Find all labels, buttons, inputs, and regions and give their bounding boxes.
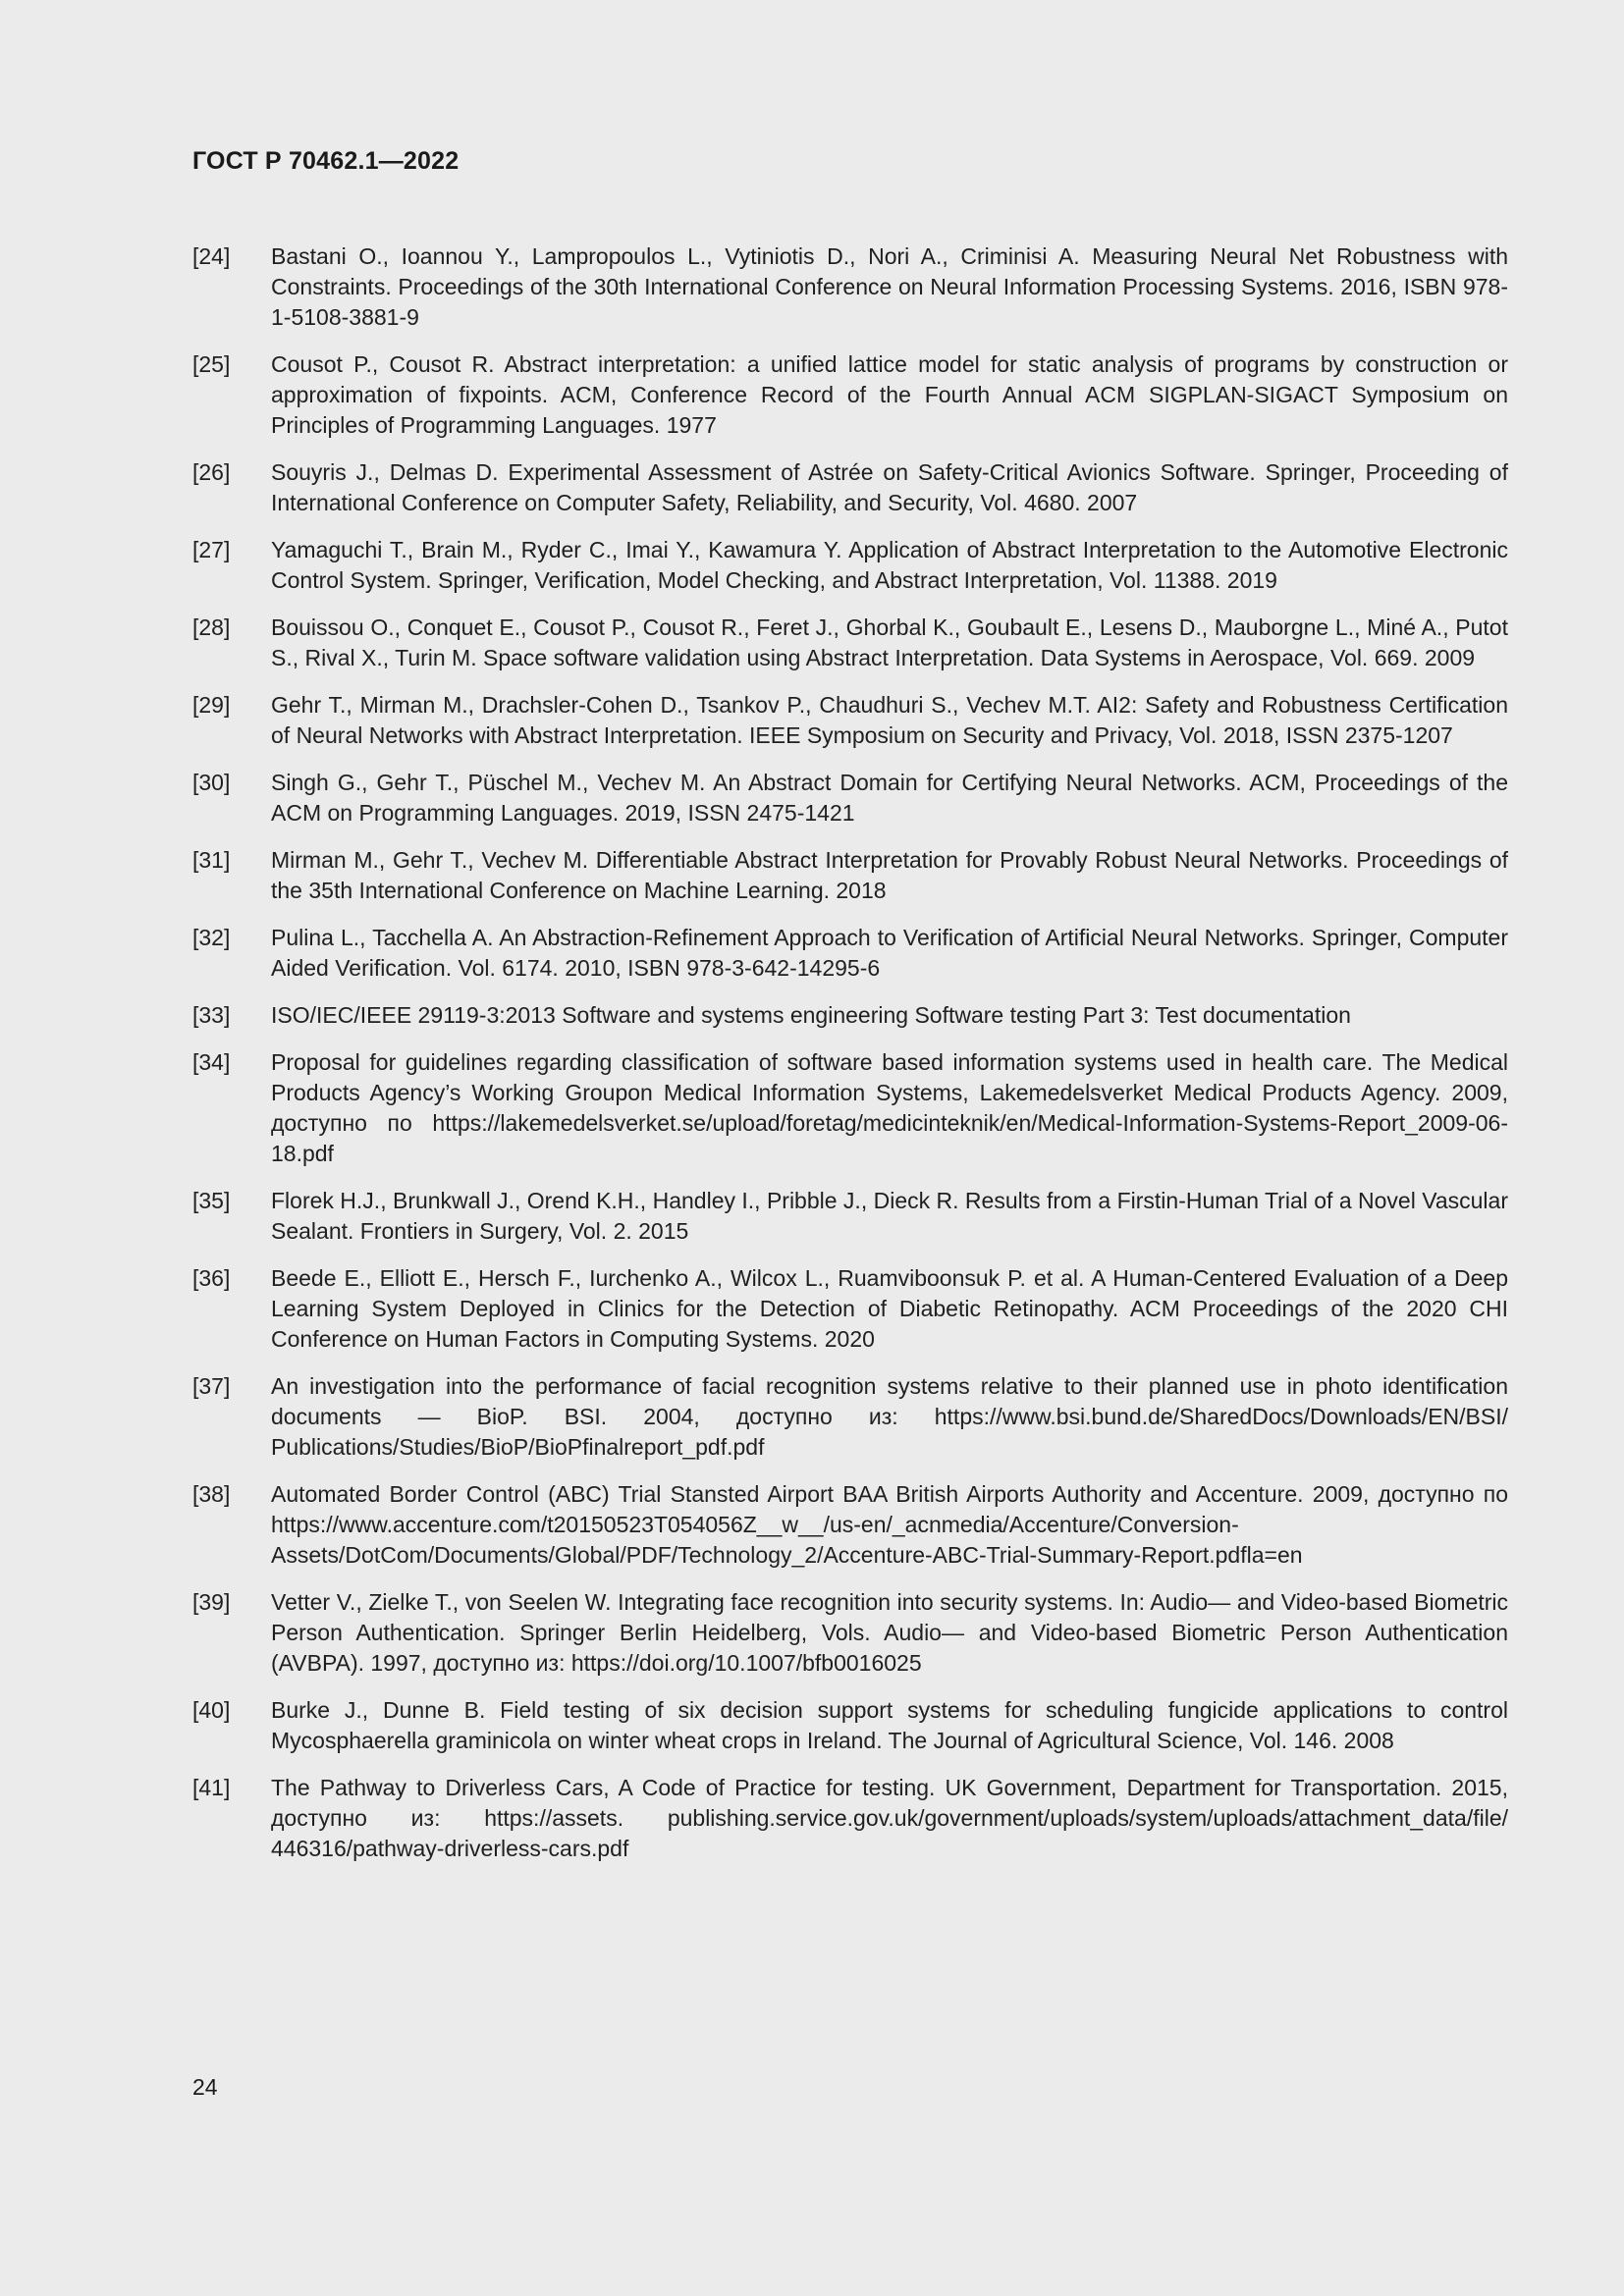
reference-text: Florek H.J., Brunkwall J., Orend K.H., Handley I., Pribble J., Dieck R. Results from a Firstin-Human Trial of a Novel Vascular Sealant. Frontiers in Surgery, Vol. 2. 2015 xyxy=(271,1188,1508,1244)
reference-item xyxy=(192,349,1508,441)
reference-text: Gehr T., Mirman M., Drachsler-Cohen D., Tsankov P., Chaudhuri S., Vechev M.T. AI2: Safety and Robustness Certification of Neural Networks with Abstract Interpretation. IEEE Symposium on Security and Privacy, Vol. 2018, ISSN 2375-1207 xyxy=(271,692,1508,748)
reference-item xyxy=(192,1479,1508,1571)
reference-text: The Pathway to Driverless Cars, A Code of Practice for testing. UK Government, Department for Transportation. 2015, доступно из: https://assets. publishing.service.gov.uk/government/uploads/system/uploads/attachment_data/file/ 446316/pathway-driverless-cars.pdf xyxy=(271,1775,1508,1861)
reference-list xyxy=(192,241,1508,1881)
reference-item xyxy=(192,845,1508,906)
reference-number: [31] xyxy=(192,847,231,873)
reference-number: [41] xyxy=(192,1775,231,1800)
reference-number: [32] xyxy=(192,925,231,950)
reference-item xyxy=(192,457,1508,518)
reference-text: Yamaguchi T., Brain M., Ryder C., Imai Y., Kawamura Y. Application of Abstract Interpretation to the Automotive Electronic Control System. Springer, Verification, Model Checking, and Abstract Interpretation, Vol. 11388. 2019 xyxy=(271,537,1508,593)
reference-number: [28] xyxy=(192,614,231,640)
reference-number: [27] xyxy=(192,537,231,562)
reference-text: Automated Border Control (ABC) Trial Stansted Airport BAA British Airports Authority and Accenture. 2009, доступно по https://www.accenture.com/t20150523T054056Z__w__/us-en/_acnmedia/Accenture/Conversion-Assets/DotCom/Documents/Global/PDF/Technology_2/Accenture-ABC-Trial-Summary-Report.pdfla=en xyxy=(271,1481,1508,1568)
reference-item xyxy=(192,923,1508,984)
reference-text: Proposal for guidelines regarding classification of software based information systems used in health care. The Medical Products Agency’s Working Groupon Medical Information Systems, Lakemedelsverket Medical Products Agency. 2009, доступно по https://lakemedelsverket.se/upload/foretag/medicinteknik/en/Medical-Information-Systems-Report_2009-06-18.pdf xyxy=(271,1049,1508,1166)
reference-number: [30] xyxy=(192,770,231,795)
reference-item xyxy=(192,768,1508,828)
reference-item xyxy=(192,1263,1508,1355)
reference-number: [36] xyxy=(192,1265,231,1291)
reference-item xyxy=(192,1695,1508,1756)
reference-text: ISO/IEC/IEEE 29119-3:2013 Software and systems engineering Software testing Part 3: Test documentation xyxy=(271,1002,1351,1028)
document-header: ГОСТ Р 70462.1—2022 xyxy=(192,147,460,175)
reference-text: Mirman M., Gehr T., Vechev M. Differentiable Abstract Interpretation for Provably Robust Neural Networks. Proceedings of the 35th International Conference on Machine Learning. 2018 xyxy=(271,847,1508,903)
reference-text: Bouissou O., Conquet E., Cousot P., Cousot R., Feret J., Ghorbal K., Goubault E., Lesens D., Mauborgne L., Miné A., Putot S., Rival X., Turin M. Space software validation using Abstract Interpretation. Data Systems in Aerospace, Vol. 669. 2009 xyxy=(271,614,1508,670)
reference-number: [25] xyxy=(192,351,231,377)
reference-text: Bastani O., Ioannou Y., Lampropoulos L., Vytiniotis D., Nori A., Criminisi A. Measuring Neural Net Robustness with Constraints. Proceedings of the 30th International Conference on Neural Information Processing Systems. 2016, ISBN 978-1-5108-3881-9 xyxy=(271,243,1508,330)
reference-item xyxy=(192,1587,1508,1679)
reference-item xyxy=(192,1047,1508,1169)
reference-text: Souyris J., Delmas D. Experimental Assessment of Astrée on Safety-Critical Avionics Software. Springer, Proceeding of International Conference on Computer Safety, Reliability, and Security, Vol. 4680. 2007 xyxy=(271,459,1508,515)
reference-item xyxy=(192,1000,1508,1031)
reference-item xyxy=(192,241,1508,333)
reference-number: [26] xyxy=(192,459,231,485)
reference-text: Pulina L., Tacchella A. An Abstraction-Refinement Approach to Verification of Artificial Neural Networks. Springer, Computer Aided Verification. Vol. 6174. 2010, ISBN 978-3-642-14295-6 xyxy=(271,925,1508,981)
reference-number: [24] xyxy=(192,243,231,269)
reference-item xyxy=(192,535,1508,596)
reference-item xyxy=(192,1371,1508,1463)
reference-item xyxy=(192,1773,1508,1864)
reference-text: Burke J., Dunne B. Field testing of six decision support systems for scheduling fungicide applications to control Mycosphaerella graminicola on winter wheat crops in Ireland. The Journal of Agricultural Science, Vol. 146. 2008 xyxy=(271,1697,1508,1753)
page-number: 24 xyxy=(192,2074,218,2100)
reference-number: [39] xyxy=(192,1589,231,1615)
reference-number: [29] xyxy=(192,692,231,718)
reference-text: An investigation into the performance of facial recognition systems relative to their planned use in photo identification documents — BioP. BSI. 2004, доступно из: https://www.bsi.bund.de/SharedDocs/Downloads/EN/BSI/ Publications/Studies/BioP/BioPfinalreport_pdf.pdf xyxy=(271,1373,1508,1460)
reference-number: [40] xyxy=(192,1697,231,1723)
reference-item xyxy=(192,613,1508,673)
reference-number: [37] xyxy=(192,1373,231,1399)
reference-text: Beede E., Elliott E., Hersch F., Iurchenko A., Wilcox L., Ruamviboonsuk P. et al. A Human-Centered Evaluation of a Deep Learning System Deployed in Clinics for the Detection of Diabetic Retinopathy. ACM Proceedings of the 2020 CHI Conference on Human Factors in Computing Systems. 2020 xyxy=(271,1265,1508,1352)
reference-number: [38] xyxy=(192,1481,231,1507)
reference-text: Singh G., Gehr T., Püschel M., Vechev M. An Abstract Domain for Certifying Neural Networks. ACM, Proceedings of the ACM on Programming Languages. 2019, ISSN 2475-1421 xyxy=(271,770,1508,826)
reference-number: [33] xyxy=(192,1002,231,1028)
reference-item xyxy=(192,1186,1508,1247)
reference-item xyxy=(192,690,1508,751)
reference-text: Cousot P., Cousot R. Abstract interpretation: a unified lattice model for static analysis of programs by construction or approximation of fixpoints. ACM, Conference Record of the Fourth Annual ACM SIGPLAN-SIGACT Symposium on Principles of Programming Languages. 1977 xyxy=(271,351,1508,438)
reference-number: [35] xyxy=(192,1188,231,1213)
reference-number: [34] xyxy=(192,1049,231,1075)
reference-text: Vetter V., Zielke T., von Seelen W. Integrating face recognition into security systems. In: Audio— and Video-based Biometric Person Authentication. Springer Berlin Heidelberg, Vols. Audio— and Video-based Biometric Person Authentication (AVBPA). 1997, доступно из: https://doi.org/10.1007/bfb0016025 xyxy=(271,1589,1508,1676)
